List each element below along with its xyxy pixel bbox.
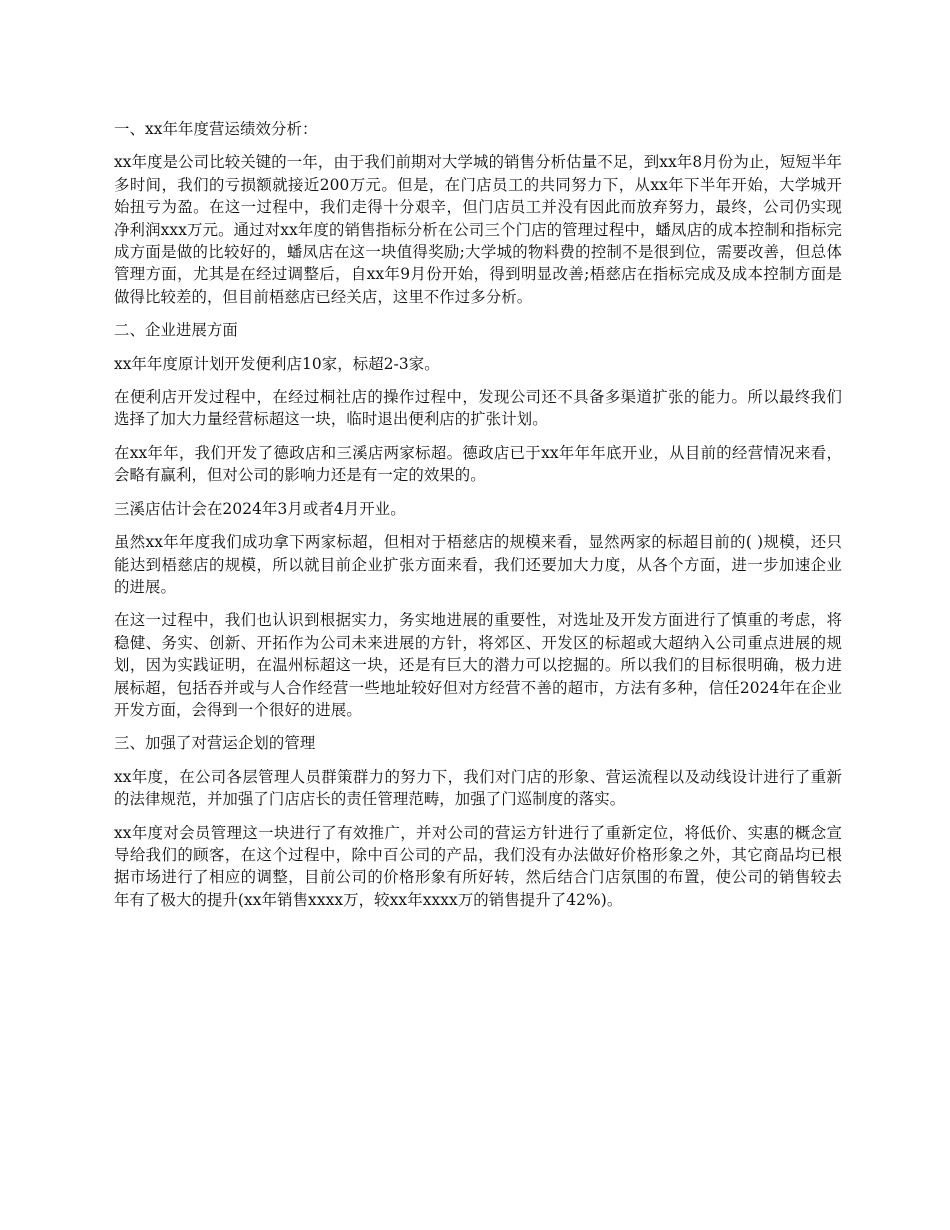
paragraph-development-strategy: 在这一过程中，我们也认识到根据实力，务实地进展的重要性，对选址及开发方面进行了慎重的考虑，将稳健、务实、创新、开拓作为公司未来进展的方针，将郊区、开发区的标超或大超纳入公司重点进展的规划，因为实践证明，在温州标超这一块，还是有巨大的潜力可以挖掘的。所以我们的目标很明确，极力进展标超，包括吞并或与人合作经营一些地址较好但对方经营不善的超市，方法有多种，信任2024年在企业开发方面，会得到一个很好的进展。: [114, 611, 842, 719]
paragraph-expansion-scale: 虽然xx年年度我们成功拿下两家标超，但相对于梧慈店的规模来看，显然两家的标超目前的( )规模，还只能达到梧慈店的规模，所以就目前企业扩张方面来看，我们还要加大力度，从各个方面，进一步加速企业的进展。: [114, 533, 842, 596]
section-heading-2: 二、企业进展方面: [114, 321, 238, 340]
paragraph-member-management: xx年度对会员管理这一块进行了有效推广，并对公司的营运方针进行了重新定位，将低价、实惠的概念宣导给我们的顾客，在这个过程中，除中百公司的产品，我们没有办法做好价格形象之外，其它商品均已根据市场进行了相应的调整，目前公司的价格形象有所好转，然后结合门店氛围的布置，使公司的销售较去年有了极大的提升(xx年销售xxxx万，较xx年xxxx万的销售提升了42%)。: [114, 823, 842, 909]
paragraph-operations-management: xx年度，在公司各层管理人员群策群力的努力下，我们对门店的形象、营运流程以及动线设计进行了重新的法律规范，并加强了门店店长的责任管理范畴，加强了门巡制度的落实。: [114, 767, 842, 809]
paragraph-convenience-store-development: 在便利店开发过程中，在经过桐社店的操作过程中，发现公司还不具备多渠道扩张的能力。所以最终我们选择了加大力量经营标超这一块，临时退出便利店的扩张计划。: [114, 388, 842, 429]
paragraph-new-supermarkets: 在xx年年，我们开发了德政店和三溪店两家标超。德政店已于xx年年年底开业，从目前的经营情况来看，会略有赢利，但对公司的影响力还是有一定的效果的。: [114, 443, 842, 485]
document-page: [114, 118, 842, 922]
section-heading-1: 一、xx年年度营运绩效分析：: [114, 120, 318, 138]
paragraph-original-plan: xx年年度原计划开发便利店10家，标超2-3家。: [114, 354, 440, 373]
paragraph-sanxi-opening: 三溪店估计会在2024年3月或者4月开业。: [114, 499, 406, 518]
paragraph-performance-analysis: xx年度是公司比较关键的一年，由于我们前期对大学城的销售分析估量不足，到xx年8月份为止，短短半年多时间，我们的亏损额就接近200万元。但是，在门店员工的共同努力下，从xx年下半年开始，大学城开始扭亏为盈。在这一过程中，我们走得十分艰辛，但门店员工并没有因此而放弃努力，最终，公司仍实现净利润xxx万元。通过对xx年度的销售指标分析在公司三个门店的管理过程中，蟠凤店的成本控制和指标完成方面是做的比较好的，蟠凤店在这一块值得奖励;大学城的物料费的控制不是很到位，需要改善，但总体管理方面，尤其是在经过调整后，自xx年9月份开始，得到明显改善;梧慈店在指标完成及成本控制方面是做得比较差的，但目前梧慈店已经关店，这里不作过多分析。: [114, 153, 842, 306]
section-heading-3: 三、加强了对营运企划的管理: [114, 734, 316, 753]
